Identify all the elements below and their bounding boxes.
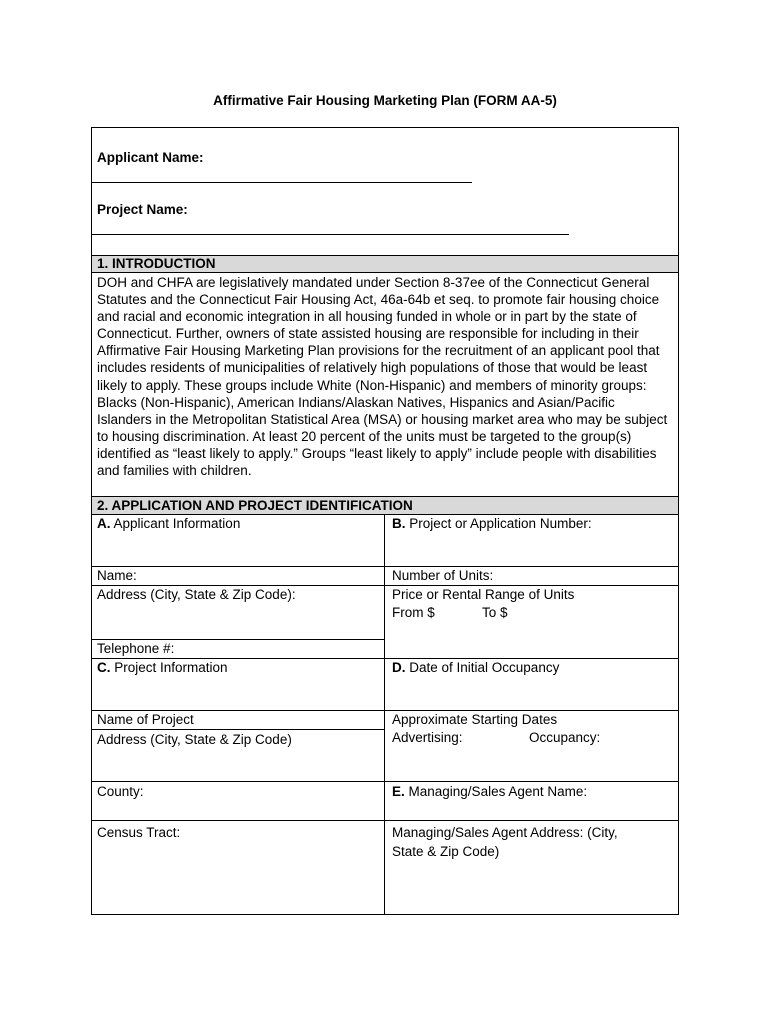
divider <box>91 820 679 821</box>
applicant-name-label: Applicant Name: <box>97 150 204 165</box>
applicant-address-field-label: Address (City, State & Zip Code): <box>97 587 296 602</box>
name-of-project-label: Name of Project <box>97 712 194 727</box>
divider <box>91 514 679 515</box>
applicant-information-heading: A. Applicant Information <box>97 516 241 531</box>
agent-name-heading: E. Managing/Sales Agent Name: <box>392 784 588 799</box>
intro-paragraph: DOH and CHFA are legislatively mandated under Section 8-37ee of the Connecticut General Statutes and the Connecticut Fair Housing Act, 46a-64b et seq. to promote fair housing choice and racial and economic integration in all housing funded in whole or in part by the state of Connecticut. Further, owners of state assisted housing are responsible for including in their Affirmative Fair Housing Marketing Plan provisions for the recruitment of an applicant pool that includes residents of municipalities of relatively high populations of those that would be least likely to apply. These groups include White (Non-Hispanic) and members of minority groups: Blacks (Non-Hispanic), American Indians/Alaskan Natives, Hispanics and Asian/Pacific Islanders in the Metropolitan Statistical Area (MSA) or housing market area who may be subject to housing discrimination. At least 20 percent of the units must be targeted to the group(s) identified as “least likely to apply.” Groups “least likely to apply” include people with disabilities and families with children. <box>97 275 668 479</box>
occupancy-label: Occupancy: <box>529 730 601 745</box>
project-application-number-heading: B. Project or Application Number: <box>392 516 592 531</box>
form-title: Affirmative Fair Housing Marketing Plan (FORM AA-5) <box>213 93 557 108</box>
divider <box>91 639 384 640</box>
price-from-label: From $ <box>392 605 435 620</box>
divider <box>384 585 679 586</box>
divider <box>91 710 679 711</box>
applicant-name-line[interactable] <box>91 182 472 183</box>
divider <box>91 729 384 730</box>
section-2-heading: 2. APPLICATION AND PROJECT IDENTIFICATION <box>97 498 413 513</box>
project-address-label: Address (City, State & Zip Code) <box>97 732 292 747</box>
divider <box>91 781 679 782</box>
initial-occupancy-heading: D. Date of Initial Occupancy <box>392 660 560 675</box>
advertising-label: Advertising: <box>392 730 463 745</box>
column-divider <box>384 514 385 915</box>
section-1-heading: 1. INTRODUCTION <box>97 256 216 271</box>
number-of-units-label: Number of Units: <box>392 568 494 583</box>
county-label: County: <box>97 784 144 799</box>
agent-address-label-line2: State & Zip Code) <box>392 844 500 859</box>
price-range-label: Price or Rental Range of Units <box>392 587 575 602</box>
project-information-heading: C. Project Information <box>97 660 228 675</box>
project-name-line[interactable] <box>91 234 569 235</box>
divider <box>91 566 679 567</box>
price-to-label: To $ <box>482 605 508 620</box>
divider <box>91 272 679 273</box>
census-tract-label: Census Tract: <box>97 825 181 840</box>
divider <box>91 585 384 586</box>
agent-address-label-line1: Managing/Sales Agent Address: (City, <box>392 825 618 840</box>
project-name-label: Project Name: <box>97 202 188 217</box>
approximate-starting-dates-label: Approximate Starting Dates <box>392 712 558 727</box>
applicant-name-field-label: Name: <box>97 568 137 583</box>
divider <box>91 658 679 659</box>
telephone-label: Telephone #: <box>97 641 175 656</box>
